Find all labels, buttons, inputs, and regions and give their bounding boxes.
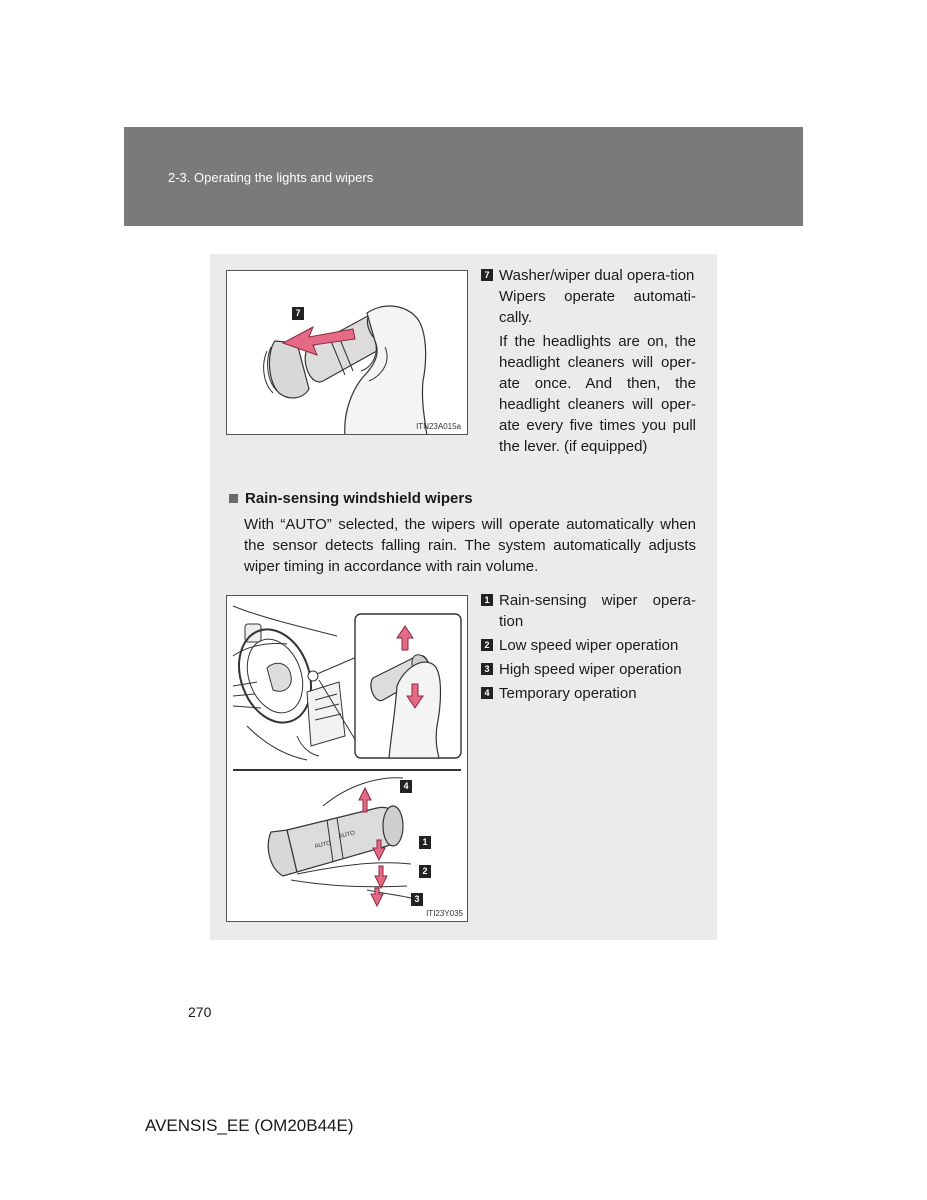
rain-items-list <box>481 590 696 704</box>
figure1-code: ITN23A015a <box>416 422 461 431</box>
figure-rain-sensing-lever <box>226 595 468 922</box>
item7-description <box>481 265 696 457</box>
item7-title: Washer/wiper dual opera-tion <box>499 267 695 284</box>
figure2-callout-2: 2 <box>419 865 431 878</box>
rain-sensing-body: With “AUTO” selected, the wipers will operate automatically when the sensor detects falling rain. The system automatically adjusts wiper timing in accordance with rain volume. <box>244 516 696 575</box>
rain-item-number-badge: 1 <box>481 594 493 606</box>
rain-item-label: Rain-sensing wiper opera-tion <box>499 592 696 630</box>
rain-sensing-heading-text: Rain-sensing windshield wipers <box>245 490 473 507</box>
figure1-callout-7: 7 <box>292 307 304 320</box>
rain-item-label: High speed wiper operation <box>499 661 682 678</box>
square-bullet-icon <box>229 494 238 503</box>
document-id: AVENSIS_EE (OM20B44E) <box>145 1116 354 1135</box>
rain-item <box>481 683 696 704</box>
rain-item <box>481 659 696 680</box>
figure-washer-lever <box>226 270 468 435</box>
rain-item-label: Low speed wiper operation <box>499 637 679 654</box>
figure2-code: ITI23Y035 <box>426 909 463 918</box>
rain-sensing-illustration <box>227 596 468 922</box>
page-number: 270 <box>188 1004 212 1020</box>
rain-item-number-badge: 4 <box>481 687 493 699</box>
svg-text:AUTO: AUTO <box>314 840 332 850</box>
rain-item-label: Temporary operation <box>499 685 637 702</box>
item7-line1: Wipers operate automati-cally. <box>499 288 696 326</box>
lever-pull-illustration <box>227 271 468 435</box>
lever-auto-label: AUTO <box>338 830 356 840</box>
rain-item <box>481 590 696 632</box>
section-header-band <box>124 127 803 226</box>
figure2-callout-1: 1 <box>419 836 431 849</box>
section-title: 2-3. Operating the lights and wipers <box>168 170 374 185</box>
rain-sensing-heading <box>229 490 473 507</box>
item7-number-badge: 7 <box>481 269 493 281</box>
rain-item-number-badge: 2 <box>481 639 493 651</box>
figure2-callout-4: 4 <box>400 780 412 793</box>
item7-row <box>481 265 696 286</box>
rain-item <box>481 635 696 656</box>
figure2-callout-3: 3 <box>411 893 423 906</box>
item7-line2: If the headlights are on, the headlight cleaners will oper-ate once. And then, the headlight cleaners will oper-ate every five times you pull the lever. (if equipped) <box>499 333 696 455</box>
rain-item-number-badge: 3 <box>481 663 493 675</box>
